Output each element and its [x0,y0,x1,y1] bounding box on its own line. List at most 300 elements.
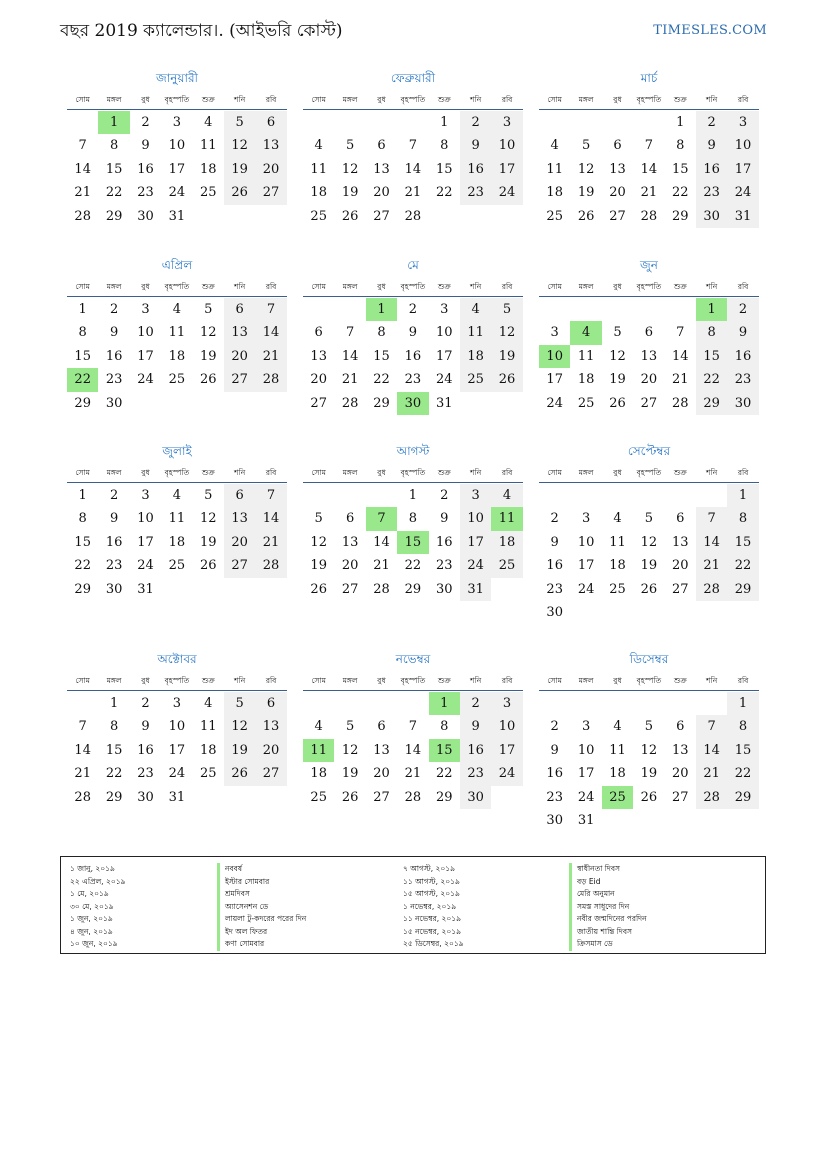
day-cell: 24 [546,395,563,411]
empty-cell [602,111,633,134]
day-cell: 17 [491,158,522,181]
day-cell: 27 [671,581,689,597]
day-cell: 30 [727,392,758,415]
day-cell: 3 [581,719,591,735]
day-cell: 27 [640,395,658,411]
day-cell: 5 [613,325,622,341]
day-cell: 29 [696,392,727,415]
day-grid [303,298,523,415]
weekday-label: মঙ্গল [106,468,122,477]
day-cell: 4 [613,719,622,735]
day-cell: 26 [577,208,595,224]
day-cell: 18 [577,372,595,388]
weekday-label: শুক্র [437,676,451,685]
holiday-name: স্বাধীনতা দিবস [569,863,647,876]
empty-cell [602,692,633,715]
weekday-label: রবি [501,676,513,685]
day-cell: 21 [696,762,727,785]
day-cell: 28 [255,368,286,391]
day-cell: 10 [727,134,758,157]
day-cell: 28 [255,554,286,577]
day-cell: 13 [373,742,390,758]
holiday-name: কণা সোমবার [217,938,306,951]
holiday-name: সমস্ত সাধুদের দিন [569,901,647,914]
day-grid [303,692,523,809]
day-cell: 7 [676,325,685,341]
day-cell: 6 [676,511,685,527]
day-cell: 28 [373,581,390,597]
day-cell: 27 [255,181,286,204]
day-cell: 22 [696,368,727,391]
holiday-day-cell: 11 [303,739,334,762]
empty-cell [539,298,570,321]
day-cell: 17 [460,531,491,554]
day-cell: 7 [696,715,727,738]
weekday-label: শনি [706,282,718,291]
day-cell: 2 [727,298,758,321]
holiday-date: ২৫ ডিসেম্বর, ২০১৯ [403,939,464,948]
day-cell: 21 [341,372,359,388]
day-cell: 19 [640,558,658,574]
weekday-header [539,465,759,483]
day-cell: 1 [727,484,758,507]
day-cell: 6 [676,719,685,735]
day-grid [539,111,759,228]
month-1 [67,68,287,228]
day-cell: 5 [314,511,323,527]
empty-cell [539,484,570,507]
day-cell: 5 [644,511,653,527]
month-2 [303,68,523,228]
weekday-label: শনি [234,676,246,685]
day-cell: 30 [137,208,154,224]
day-cell: 31 [137,581,154,597]
empty-cell [366,484,397,507]
day-cell: 27 [609,208,626,224]
day-cell: 3 [491,692,522,715]
day-cell: 3 [172,115,181,130]
day-cell: 20 [341,558,359,574]
day-cell: 20 [671,558,689,574]
day-cell: 16 [696,158,727,181]
day-cell: 2 [408,302,417,317]
day-cell: 8 [676,138,685,154]
weekday-label: বুধ [613,468,622,477]
day-cell: 18 [460,345,491,368]
weekday-label: রবি [501,95,513,104]
weekday-label: মঙ্গল [342,468,358,477]
day-cell: 1 [408,488,417,503]
day-cell: 31 [577,812,595,828]
day-cell: 9 [550,742,559,758]
day-cell: 21 [255,345,286,368]
day-cell: 5 [644,719,653,735]
day-cell: 13 [671,534,689,550]
day-cell: 6 [613,138,622,154]
day-cell: 1 [440,115,449,130]
month-name: জুলাই [162,444,192,458]
weekday-label: শুক্র [437,468,451,477]
day-cell: 16 [404,348,422,364]
holiday-name: শ্রমদিবস [217,888,306,901]
day-cell: 9 [460,134,491,157]
holiday-name: বড় Eid [569,876,647,889]
day-cell: 22 [727,554,758,577]
day-cell: 16 [546,558,563,574]
day-cell: 15 [74,534,91,550]
day-cell: 26 [640,581,658,597]
empty-cell [67,692,98,715]
day-cell: 14 [74,161,91,177]
day-cell: 6 [255,111,286,134]
day-cell: 20 [255,739,286,762]
weekday-label: বৃহস্পতি [164,676,190,685]
day-cell: 22 [727,762,758,785]
day-cell: 7 [78,719,87,735]
day-cell: 21 [74,766,91,782]
holiday-date: ১৫ আগস্ট, ২০১৯ [403,889,460,898]
day-cell: 13 [609,161,626,177]
day-cell: 1 [109,696,119,711]
day-cell: 30 [435,581,453,597]
day-cell: 21 [373,558,390,574]
day-cell: 5 [345,138,355,154]
day-cell: 10 [137,325,154,341]
weekday-label: শনি [706,95,718,104]
weekday-label: শুক্র [437,95,451,104]
day-cell: 16 [460,158,491,181]
day-cell: 25 [460,368,491,391]
empty-cell [334,298,365,321]
day-cell: 6 [314,325,323,341]
day-cell: 14 [404,161,422,177]
day-cell: 18 [609,558,626,574]
weekday-label: মঙ্গল [342,676,358,685]
site-link[interactable]: TIMESLES.COM [653,23,767,38]
holiday-name: ইস্টার সোমবার [217,876,306,889]
day-cell: 4 [204,115,213,130]
empty-cell [303,111,334,134]
day-cell: 17 [137,348,154,364]
month-name: অক্টোবর [157,652,197,666]
day-cell: 4 [550,138,559,154]
day-cell: 19 [640,766,658,782]
holiday-name: নবীর জন্মদিনের পরদিন [569,913,647,926]
day-cell: 21 [671,372,689,388]
day-cell: 22 [435,766,453,782]
day-cell: 31 [168,208,186,224]
empty-cell [397,692,428,715]
day-cell: 16 [460,739,491,762]
day-cell: 1 [78,488,87,503]
day-cell: 22 [404,558,422,574]
day-grid [539,298,759,415]
day-cell: 8 [408,511,417,527]
day-cell: 2 [141,696,150,711]
day-cell: 19 [310,558,327,574]
day-cell: 18 [546,185,563,201]
day-cell: 29 [435,789,453,805]
weekday-label: রবি [737,468,749,477]
day-cell: 11 [546,161,563,177]
empty-cell [633,692,664,715]
day-cell: 18 [199,161,217,177]
day-cell: 12 [224,134,255,157]
empty-cell [633,111,664,134]
day-cell: 28 [341,395,359,411]
empty-cell [602,484,633,507]
day-cell: 29 [74,395,91,411]
day-cell: 22 [671,185,689,201]
month-3 [539,68,759,228]
day-cell: 22 [105,766,123,782]
day-cell: 13 [224,507,255,530]
day-cell: 8 [440,719,449,735]
weekday-label: বৃহস্পতি [636,282,662,291]
weekday-header [67,673,287,691]
empty-cell [633,484,664,507]
day-cell: 8 [377,325,386,341]
weekday-label: শুক্র [437,282,451,291]
weekday-label: শনি [234,282,246,291]
month-name: নভেম্বর [395,652,431,666]
day-cell: 19 [224,739,255,762]
day-cell: 20 [310,372,327,388]
day-cell: 31 [460,578,491,601]
day-grid [539,692,759,832]
day-cell: 4 [314,138,323,154]
day-cell: 13 [310,348,327,364]
month-name: আগস্ট [396,444,430,458]
day-cell: 26 [224,181,255,204]
weekday-label: বুধ [613,282,622,291]
day-grid [67,298,287,415]
day-cell: 9 [696,134,727,157]
day-cell: 8 [109,138,119,154]
weekday-label: শনি [234,95,246,104]
day-cell: 13 [671,742,689,758]
day-cell: 30 [546,812,563,828]
holiday-name: লায়লা টু-কদরের পরের দিন [217,913,306,926]
day-cell: 15 [74,348,91,364]
holiday-day-cell: 25 [602,786,633,809]
weekday-label: সোম [547,282,562,291]
day-cell: 26 [491,368,522,391]
holiday-date: ১ নভেম্বর, ২০১৯ [403,901,457,911]
holiday-list [60,856,766,954]
day-cell: 18 [199,742,217,758]
day-cell: 21 [404,766,422,782]
day-cell: 2 [550,719,559,735]
day-cell: 27 [224,368,255,391]
day-cell: 14 [341,348,359,364]
empty-cell [539,111,570,134]
day-cell: 5 [491,298,522,321]
weekday-header [539,279,759,297]
day-cell: 26 [199,372,217,388]
month-9 [539,441,759,624]
empty-cell [539,692,570,715]
holiday-day-cell: 1 [696,298,727,321]
day-cell: 14 [404,742,422,758]
day-cell: 10 [491,134,522,157]
month-6 [539,255,759,415]
day-cell: 28 [640,208,658,224]
day-cell: 23 [105,372,123,388]
day-cell: 25 [310,208,327,224]
month-10 [67,649,287,809]
weekday-label: রবি [265,468,277,477]
day-cell: 18 [491,531,522,554]
day-cell: 8 [727,507,758,530]
day-cell: 21 [696,554,727,577]
day-cell: 25 [577,395,595,411]
day-cell: 2 [460,111,491,134]
day-cell: 14 [74,742,91,758]
month-name: ফেব্রুয়ারী [390,71,436,85]
day-cell: 24 [491,762,522,785]
empty-cell [67,111,98,134]
holiday-date: ১৫ নভেম্বর, ২০১৯ [403,926,461,936]
day-cell: 15 [105,161,123,177]
day-cell: 31 [727,205,758,228]
empty-cell [570,484,601,507]
day-cell: 8 [109,719,119,735]
weekday-label: বুধ [377,676,386,685]
weekday-label: সোম [75,468,90,477]
month-name: মার্চ [640,71,658,85]
day-cell: 3 [460,484,491,507]
day-cell: 16 [137,161,154,177]
weekday-label: বৃহস্পতি [400,95,426,104]
day-cell: 23 [105,558,123,574]
day-cell: 17 [546,372,563,388]
day-cell: 26 [341,208,359,224]
day-cell: 20 [373,185,390,201]
day-cell: 4 [460,298,491,321]
holiday-date: ১১ আগস্ট, ২০১৯ [403,876,460,886]
holiday-name: জাতীয় শান্তি দিবস [569,926,647,939]
weekday-label: বৃহস্পতি [636,676,662,685]
day-cell: 20 [224,345,255,368]
day-cell: 9 [440,511,449,527]
day-cell: 19 [224,158,255,181]
holiday-day-cell: 15 [397,531,428,554]
day-cell: 24 [727,181,758,204]
day-cell: 6 [255,692,286,715]
holiday-name: ইদ অল ফিতর [217,926,306,939]
month-name: মে [407,258,419,272]
day-cell: 23 [404,372,422,388]
weekday-label: বৃহস্পতি [400,282,426,291]
day-cell: 30 [696,205,727,228]
weekday-header [303,465,523,483]
day-cell: 9 [109,325,119,341]
weekday-label: সোম [311,95,326,104]
day-cell: 11 [168,511,186,527]
weekday-label: বৃহস্পতি [164,468,190,477]
day-cell: 23 [460,181,491,204]
day-cell: 7 [408,138,417,154]
weekday-header [303,279,523,297]
day-cell: 23 [546,789,563,805]
holiday-day-cell: 4 [570,321,601,344]
holiday-day-cell: 11 [491,507,522,530]
day-cell: 25 [168,372,186,388]
holiday-names-col-1 [217,863,306,951]
day-cell: 21 [74,185,91,201]
weekday-label: শুক্র [201,676,215,685]
day-cell: 27 [255,762,286,785]
day-cell: 28 [404,208,422,224]
day-cell: 26 [310,581,327,597]
day-cell: 14 [373,534,390,550]
empty-cell [303,298,334,321]
holiday-day-cell: 30 [397,392,428,415]
day-grid [539,484,759,624]
weekday-label: সোম [547,468,562,477]
weekday-label: রবি [501,282,513,291]
day-cell: 13 [255,134,286,157]
day-cell: 18 [168,348,186,364]
weekday-label: বুধ [377,95,386,104]
day-cell: 1 [727,692,758,715]
day-cell: 7 [644,138,653,154]
weekday-label: বৃহস্পতি [636,468,662,477]
weekday-label: রবি [265,95,277,104]
day-cell: 15 [696,345,727,368]
day-cell: 17 [435,348,453,364]
weekday-label: বুধ [141,282,150,291]
day-cell: 19 [199,348,217,364]
day-cell: 16 [137,742,154,758]
day-cell: 31 [435,395,453,411]
day-cell: 20 [255,158,286,181]
empty-cell [633,298,664,321]
month-4 [67,255,287,415]
day-cell: 24 [577,581,595,597]
day-cell: 7 [255,484,286,507]
day-cell: 9 [141,138,150,154]
weekday-label: শুক্র [201,468,215,477]
weekday-label: বৃহস্পতি [636,95,662,104]
day-cell: 25 [546,208,563,224]
day-cell: 3 [440,302,449,317]
weekday-label: বুধ [377,468,386,477]
holiday-date: ১০ জুন, ২০১৯ [70,939,118,948]
day-cell: 3 [491,111,522,134]
weekday-label: বৃহস্পতি [164,282,190,291]
holiday-day-cell: 22 [67,368,98,391]
day-cell: 20 [640,372,658,388]
day-cell: 6 [224,298,255,321]
day-cell: 19 [491,345,522,368]
holiday-date: ১ জানু, ২০১৯ [70,864,115,873]
day-cell: 19 [577,185,595,201]
day-cell: 19 [341,185,359,201]
day-cell: 24 [460,554,491,577]
weekday-header [67,465,287,483]
day-cell: 11 [199,138,217,154]
day-cell: 10 [137,511,154,527]
day-cell: 12 [577,161,595,177]
day-cell: 10 [577,742,595,758]
holiday-day-cell: 7 [366,507,397,530]
day-cell: 11 [310,161,327,177]
day-cell: 27 [310,395,327,411]
day-cell: 30 [546,604,563,620]
day-cell: 6 [377,719,386,735]
